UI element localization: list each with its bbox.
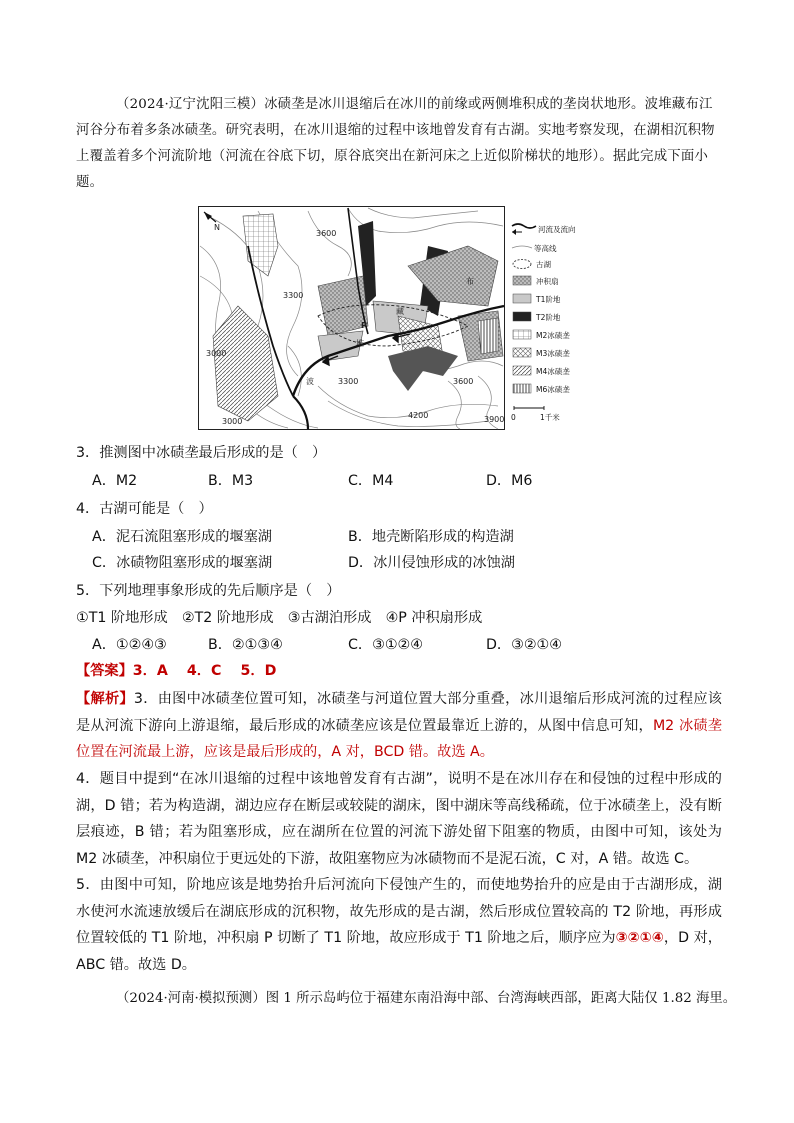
m6-moraine-right — [478, 318, 498, 354]
q3-option-d: D．M6 — [486, 473, 533, 489]
p-fan-label: P — [361, 321, 367, 330]
q5-option-a: A．①②④③ — [92, 637, 167, 653]
analysis-label: 【解析】 — [76, 691, 134, 707]
analysis-q4: 4．题目中提到“在冰川退缩的过程中该地曾发育有古湖”，说明不是在冰川存在和侵蚀的过程中形成的湖，D 错；若为构造湖，湖边应存在断层或较陡的湖床，图中湖床等高线稀疏，位于冰碛垄上，没有断层痕迹，B 错；若为阻塞形成，应在湖所在位置的河流下游处留下阻塞的物质，由图中可知，该处为 M2 冰碛垄，冲积扇位于更远处的下游，故阻塞物应为冰碛物而不是泥石流，C 对，A 错。故选 C。 — [76, 771, 722, 867]
legend-t2: T2阶地 — [536, 313, 561, 322]
analysis-q3-text-b: M2 冰碛垄位置在河流最上游，应该是最后形成的，A 对，BCD 错。故选 A。 — [76, 717, 722, 760]
north-label: N — [214, 223, 220, 232]
q4-option-b: B．地壳断陷形成的构造湖 — [348, 529, 514, 545]
analysis-q3 — [76, 686, 722, 766]
analysis-q5-sequence: ③②①④ — [615, 930, 664, 946]
next-source-text: 图 1 所示岛屿位于福建东南沿海中部、台湾海峡西部，距离大陆仅 1.82 海里。 — [265, 991, 737, 1006]
contour-label-3600a: 3600 — [316, 229, 337, 238]
intro-paragraph — [76, 92, 722, 196]
answer-line — [76, 660, 276, 680]
q3-option-a: A．M2 — [92, 473, 138, 489]
moraine-map — [198, 206, 608, 430]
legend-alluvial-fan: 冲积扇 — [536, 277, 559, 286]
river-label-3: 藏 — [396, 307, 404, 316]
map-legend — [511, 224, 576, 422]
legend-ancient-lake: 古湖 — [536, 260, 551, 269]
question-4-stem: 4．古湖可能是（ ） — [76, 501, 213, 517]
legend-river: 河流及流向 — [538, 225, 576, 234]
scale-zero: 0 — [511, 413, 516, 422]
q4-option-d: D．冰川侵蚀形成的冰蚀湖 — [348, 555, 515, 571]
intro-source: （2024·辽宁沈阳三模） — [116, 97, 265, 112]
q5-option-c: C．③①②④ — [348, 637, 423, 653]
contour-label-3600b: 3600 — [453, 377, 474, 386]
river-label-4: 布 — [466, 277, 474, 286]
contour-label-3000a: 3000 — [206, 349, 227, 358]
moraine-map-figure — [198, 206, 608, 430]
q5-option-d: D．③②①④ — [486, 637, 562, 653]
next-source-label: （2024·河南·模拟预测） — [116, 991, 266, 1006]
question-3-stem: 3．推测图中冰碛垄最后形成的是（ ） — [76, 445, 327, 461]
analysis-q5-text-a: 5．由图中可知，阶地应该是地势抬升后河流向下侵蚀产生的，而使地势抬升的应是由于古湖形成，湖水使河水流速放缓后在湖底形成的沉积物，故先形成的是古湖，然后形成位置较高的 T2 阶地，再形成位置较低的 T1 阶地，冲积扇 P 切断了 T1 阶地，故应形成于 T1 阶地之后，顺序应为 — [76, 877, 722, 946]
intro-text: 冰碛垄是冰川退缩后在冰川的前缘或两侧堆积成的垄岗状地形。波堆藏布江河谷分布着多条冰碛垄。研究表明，在冰川退缩的过程中该地曾发育有古湖。实地考察发现，在湖相沉积物上覆盖着多个河流阶地（河流在谷底下切，原谷底突出在新河床之上近似阶梯状的地形）。据此完成下面小题。 — [76, 97, 715, 190]
question-5-events: ①T1 阶地形成 ②T2 阶地形成 ③古湖泊形成 ④P 冲积扇形成 — [76, 610, 483, 626]
next-question-source — [76, 986, 737, 1012]
legend-m2: M2冰碛垄 — [536, 331, 570, 340]
contour-label-3000b: 3000 — [222, 417, 243, 426]
answer-text: 3．A 4．C 5．D — [132, 663, 277, 679]
q4-option-a: A．泥石流阻塞形成的堰塞湖 — [92, 529, 272, 545]
contour-label-4200: 4200 — [408, 411, 429, 420]
q5-option-b: B．②①③④ — [208, 637, 283, 653]
analysis-q3-text-a: 3．由图中冰碛垄位置可知，冰碛垄与河道位置大部分重叠，冰川退缩后形成河流的过程应该是从河流下游向上游退缩，最后形成的冰碛垄应该是位置最靠近上游的，从图中信息可知， — [76, 691, 722, 734]
river-label-1: 波 — [306, 377, 314, 386]
contour-label-3900: 3900 — [484, 415, 505, 424]
analysis-q5-text-b: ，D 对，ABC 错。故选 D。 — [76, 930, 722, 973]
analysis-q5 — [76, 872, 722, 978]
legend-m6: M6冰碛垄 — [536, 385, 570, 394]
legend-m3: M3冰碛垄 — [536, 349, 570, 358]
scale-1km: 1千米 — [540, 413, 560, 422]
legend-m4: M4冰碛垄 — [536, 367, 570, 376]
q3-option-b: B．M3 — [208, 473, 254, 489]
river-label-2: 堆 — [356, 339, 364, 348]
answer-label: 【答案】 — [76, 663, 133, 679]
question-5-stem: 5．下列地理事象形成的先后顺序是（ ） — [76, 583, 341, 599]
legend-contour: 等高线 — [534, 244, 557, 253]
legend-t1: T1阶地 — [536, 295, 561, 304]
contour-label-3300a: 3300 — [283, 291, 304, 300]
q3-option-c: C．M4 — [348, 473, 394, 489]
contour-label-3300b: 3300 — [338, 377, 359, 386]
q4-option-c: C．冰碛物阻塞形成的堰塞湖 — [92, 555, 273, 571]
